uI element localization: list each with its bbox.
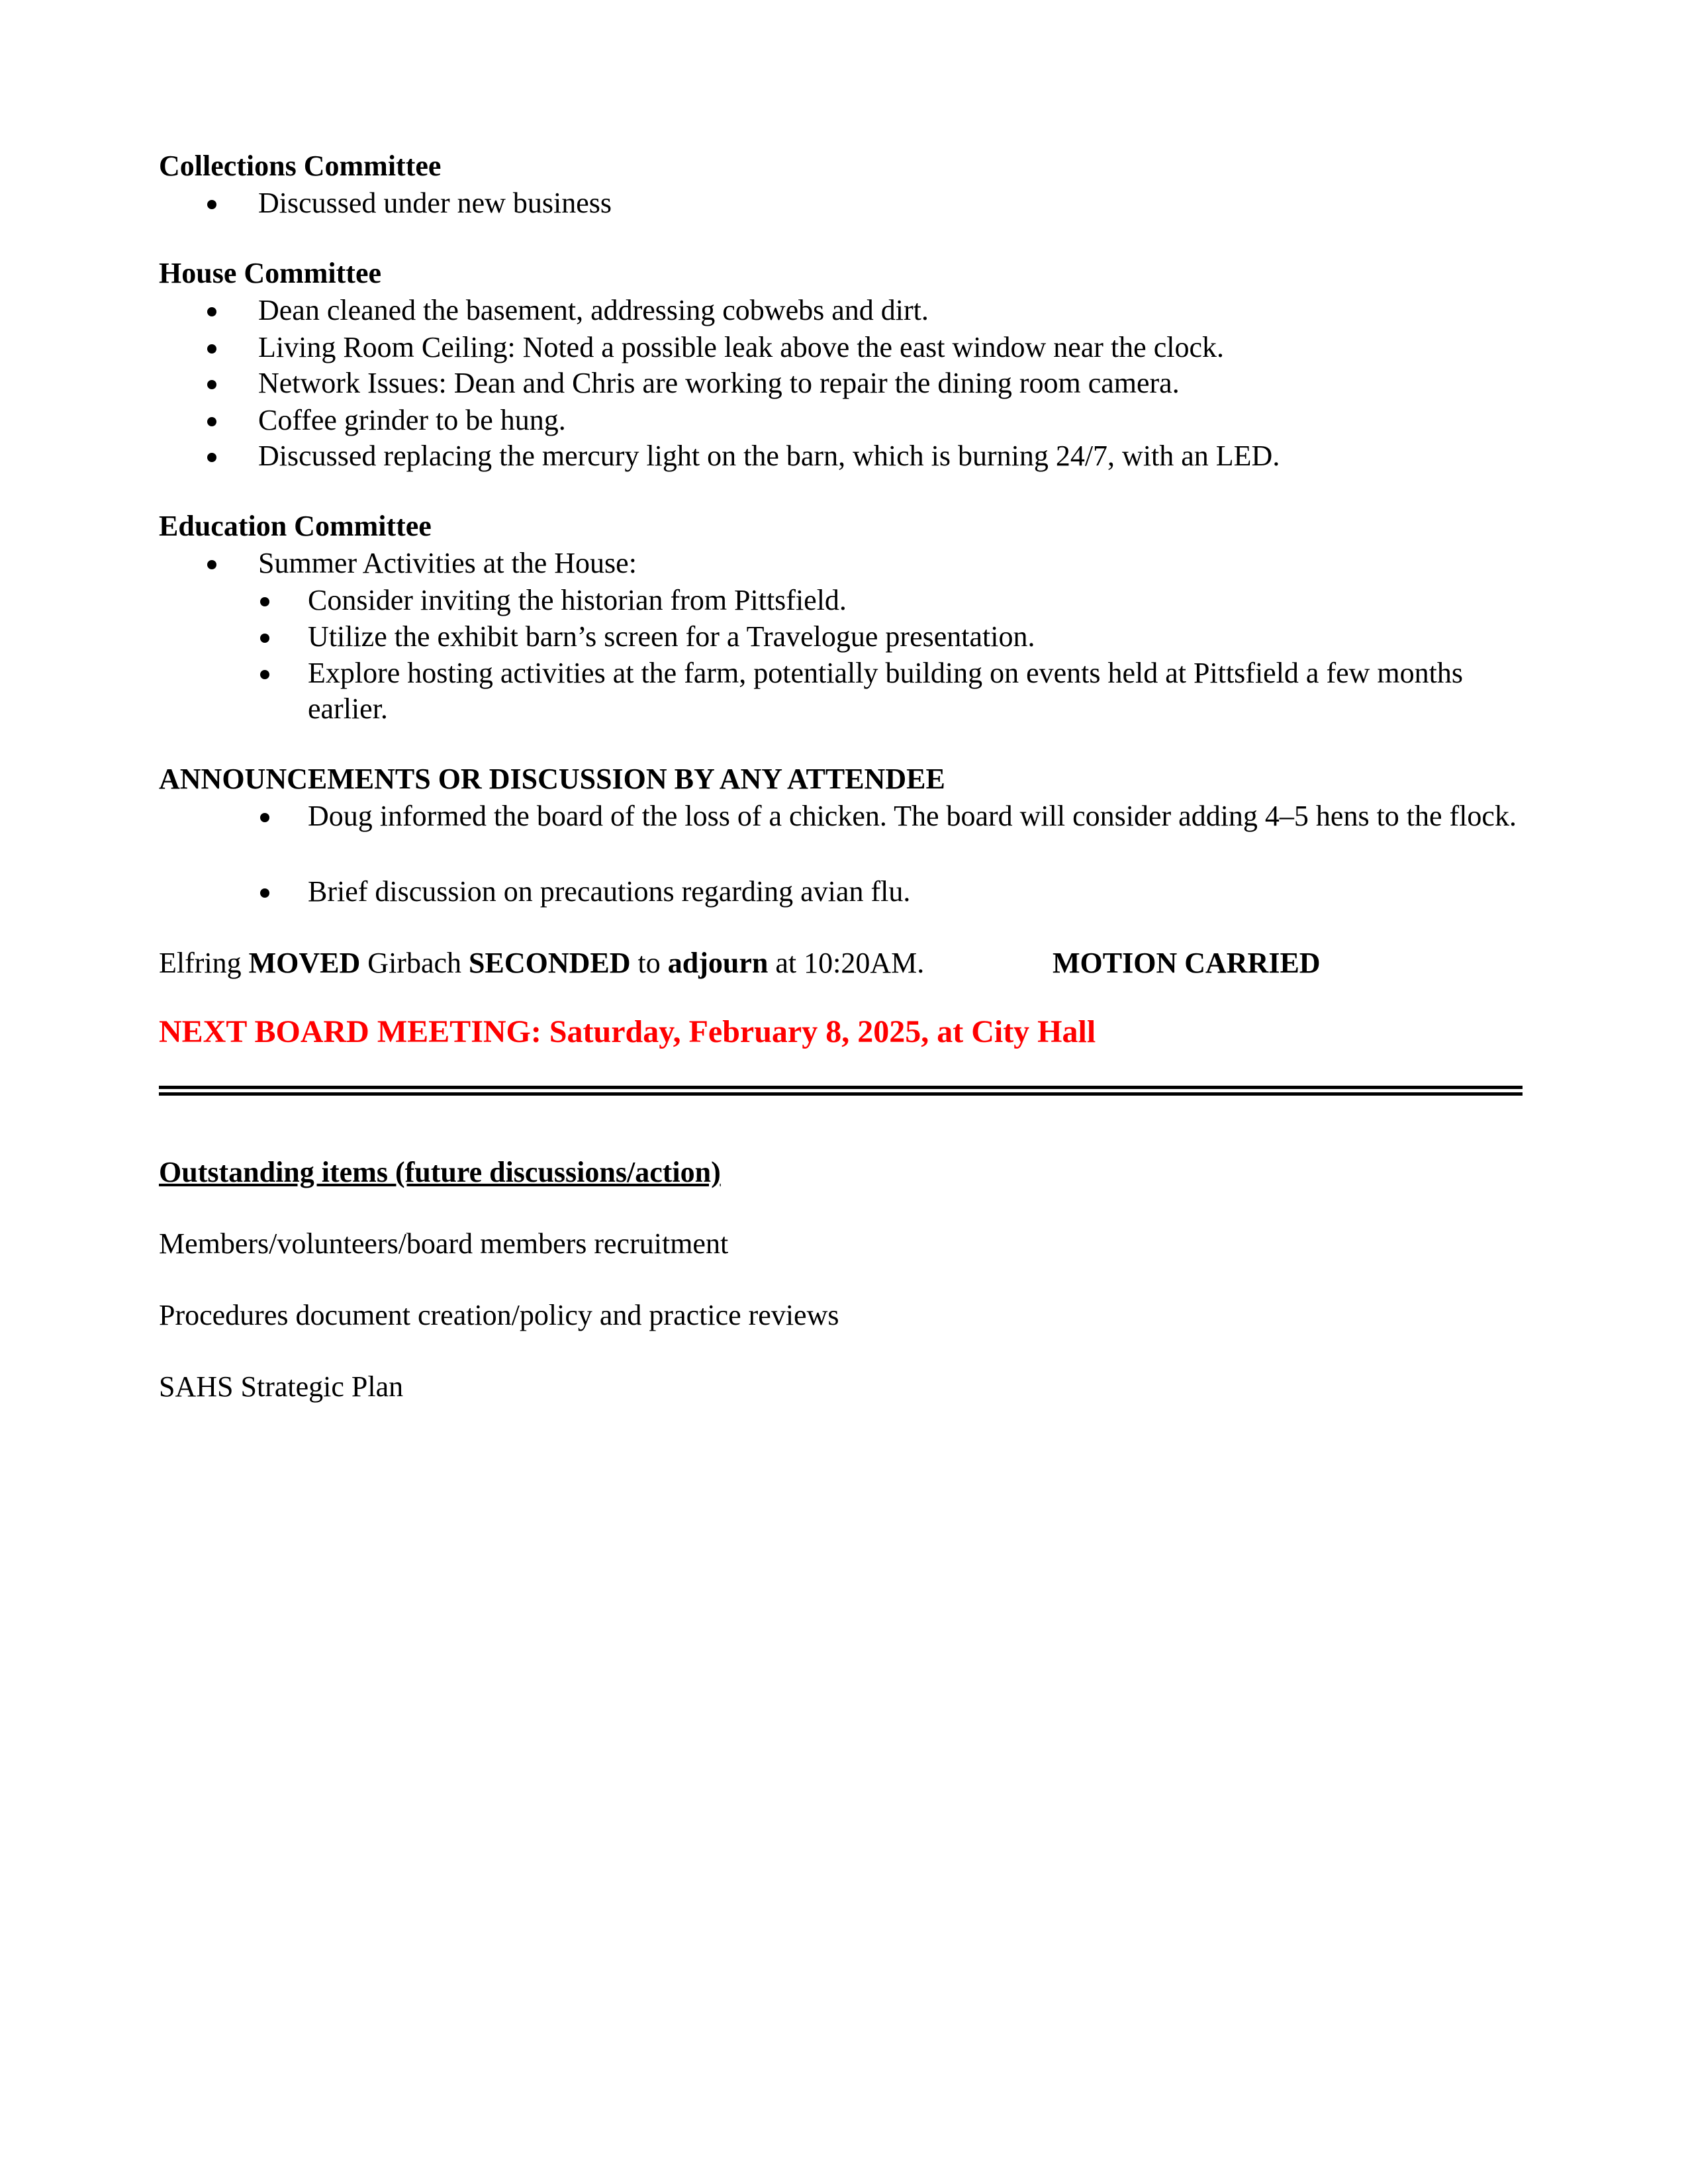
outstanding-item: Procedures document creation/policy and practice reviews <box>159 1299 839 1331</box>
collections-heading: Collections Committee <box>159 150 442 182</box>
house-item: Living Room Ceiling: Noted a possible leak above the east window near the clock. <box>258 331 1224 363</box>
bullet-icon <box>207 417 216 426</box>
motion-moved: MOVED <box>248 947 361 979</box>
bullet-icon <box>207 380 216 389</box>
motion-seconder: Girbach <box>367 947 462 979</box>
bullet-icon <box>260 813 269 822</box>
education-heading: Education Committee <box>159 510 432 542</box>
next-meeting: NEXT BOARD MEETING: Saturday, February 8, 2025, at City Hall <box>159 1014 1096 1049</box>
bullet-icon <box>207 200 216 209</box>
outstanding-item: SAHS Strategic Plan <box>159 1370 404 1403</box>
house-item: Coffee grinder to be hung. <box>258 404 566 436</box>
house-item: Network Issues: Dean and Chris are working to repair the dining room camera. <box>258 367 1180 399</box>
motion-result: MOTION CARRIED <box>1053 947 1321 979</box>
bullet-icon <box>207 344 216 354</box>
separator-line <box>159 1086 1523 1099</box>
motion-mover: Elfring <box>159 947 242 979</box>
outstanding-item: Members/volunteers/board members recruitment <box>159 1227 729 1260</box>
outstanding-heading: Outstanding items (future discussions/action) <box>159 1156 721 1188</box>
bullet-icon <box>260 634 269 643</box>
education-subitem: Explore hosting activities at the farm, potentially building on events held at Pittsfield a few months earlier. <box>308 657 1463 725</box>
bullet-icon <box>207 307 216 316</box>
house-heading: House Committee <box>159 257 382 289</box>
adjourn-motion <box>159 945 924 981</box>
motion-seconded: SECONDED <box>469 947 631 979</box>
bullet-icon <box>260 597 269 606</box>
bullet-icon <box>207 453 216 462</box>
education-subitem: Utilize the exhibit barn’s screen for a Travelogue presentation. <box>308 620 1035 653</box>
announcement-item: Brief discussion on precautions regarding avian flu. <box>308 875 911 908</box>
motion-action: adjourn <box>667 947 769 979</box>
house-item: Discussed replacing the mercury light on the barn, which is burning 24/7, with an LED. <box>258 440 1280 472</box>
collections-item: Discussed under new business <box>258 187 612 219</box>
education-subitem: Consider inviting the historian from Pittsfield. <box>308 584 847 616</box>
announcement-item: Doug informed the board of the loss of a chicken. The board will consider adding 4–5 hens to the flock. <box>308 800 1517 832</box>
bullet-icon <box>260 670 269 679</box>
education-item: Summer Activities at the House: <box>258 547 637 579</box>
announcements-heading: ANNOUNCEMENTS OR DISCUSSION BY ANY ATTENDEE <box>159 763 945 795</box>
house-item: Dean cleaned the basement, addressing cobwebs and dirt. <box>258 294 929 326</box>
bullet-icon <box>207 560 216 569</box>
bullet-icon <box>260 888 269 898</box>
motion-to: to <box>637 947 661 979</box>
motion-time: at 10:20AM. <box>775 947 925 979</box>
